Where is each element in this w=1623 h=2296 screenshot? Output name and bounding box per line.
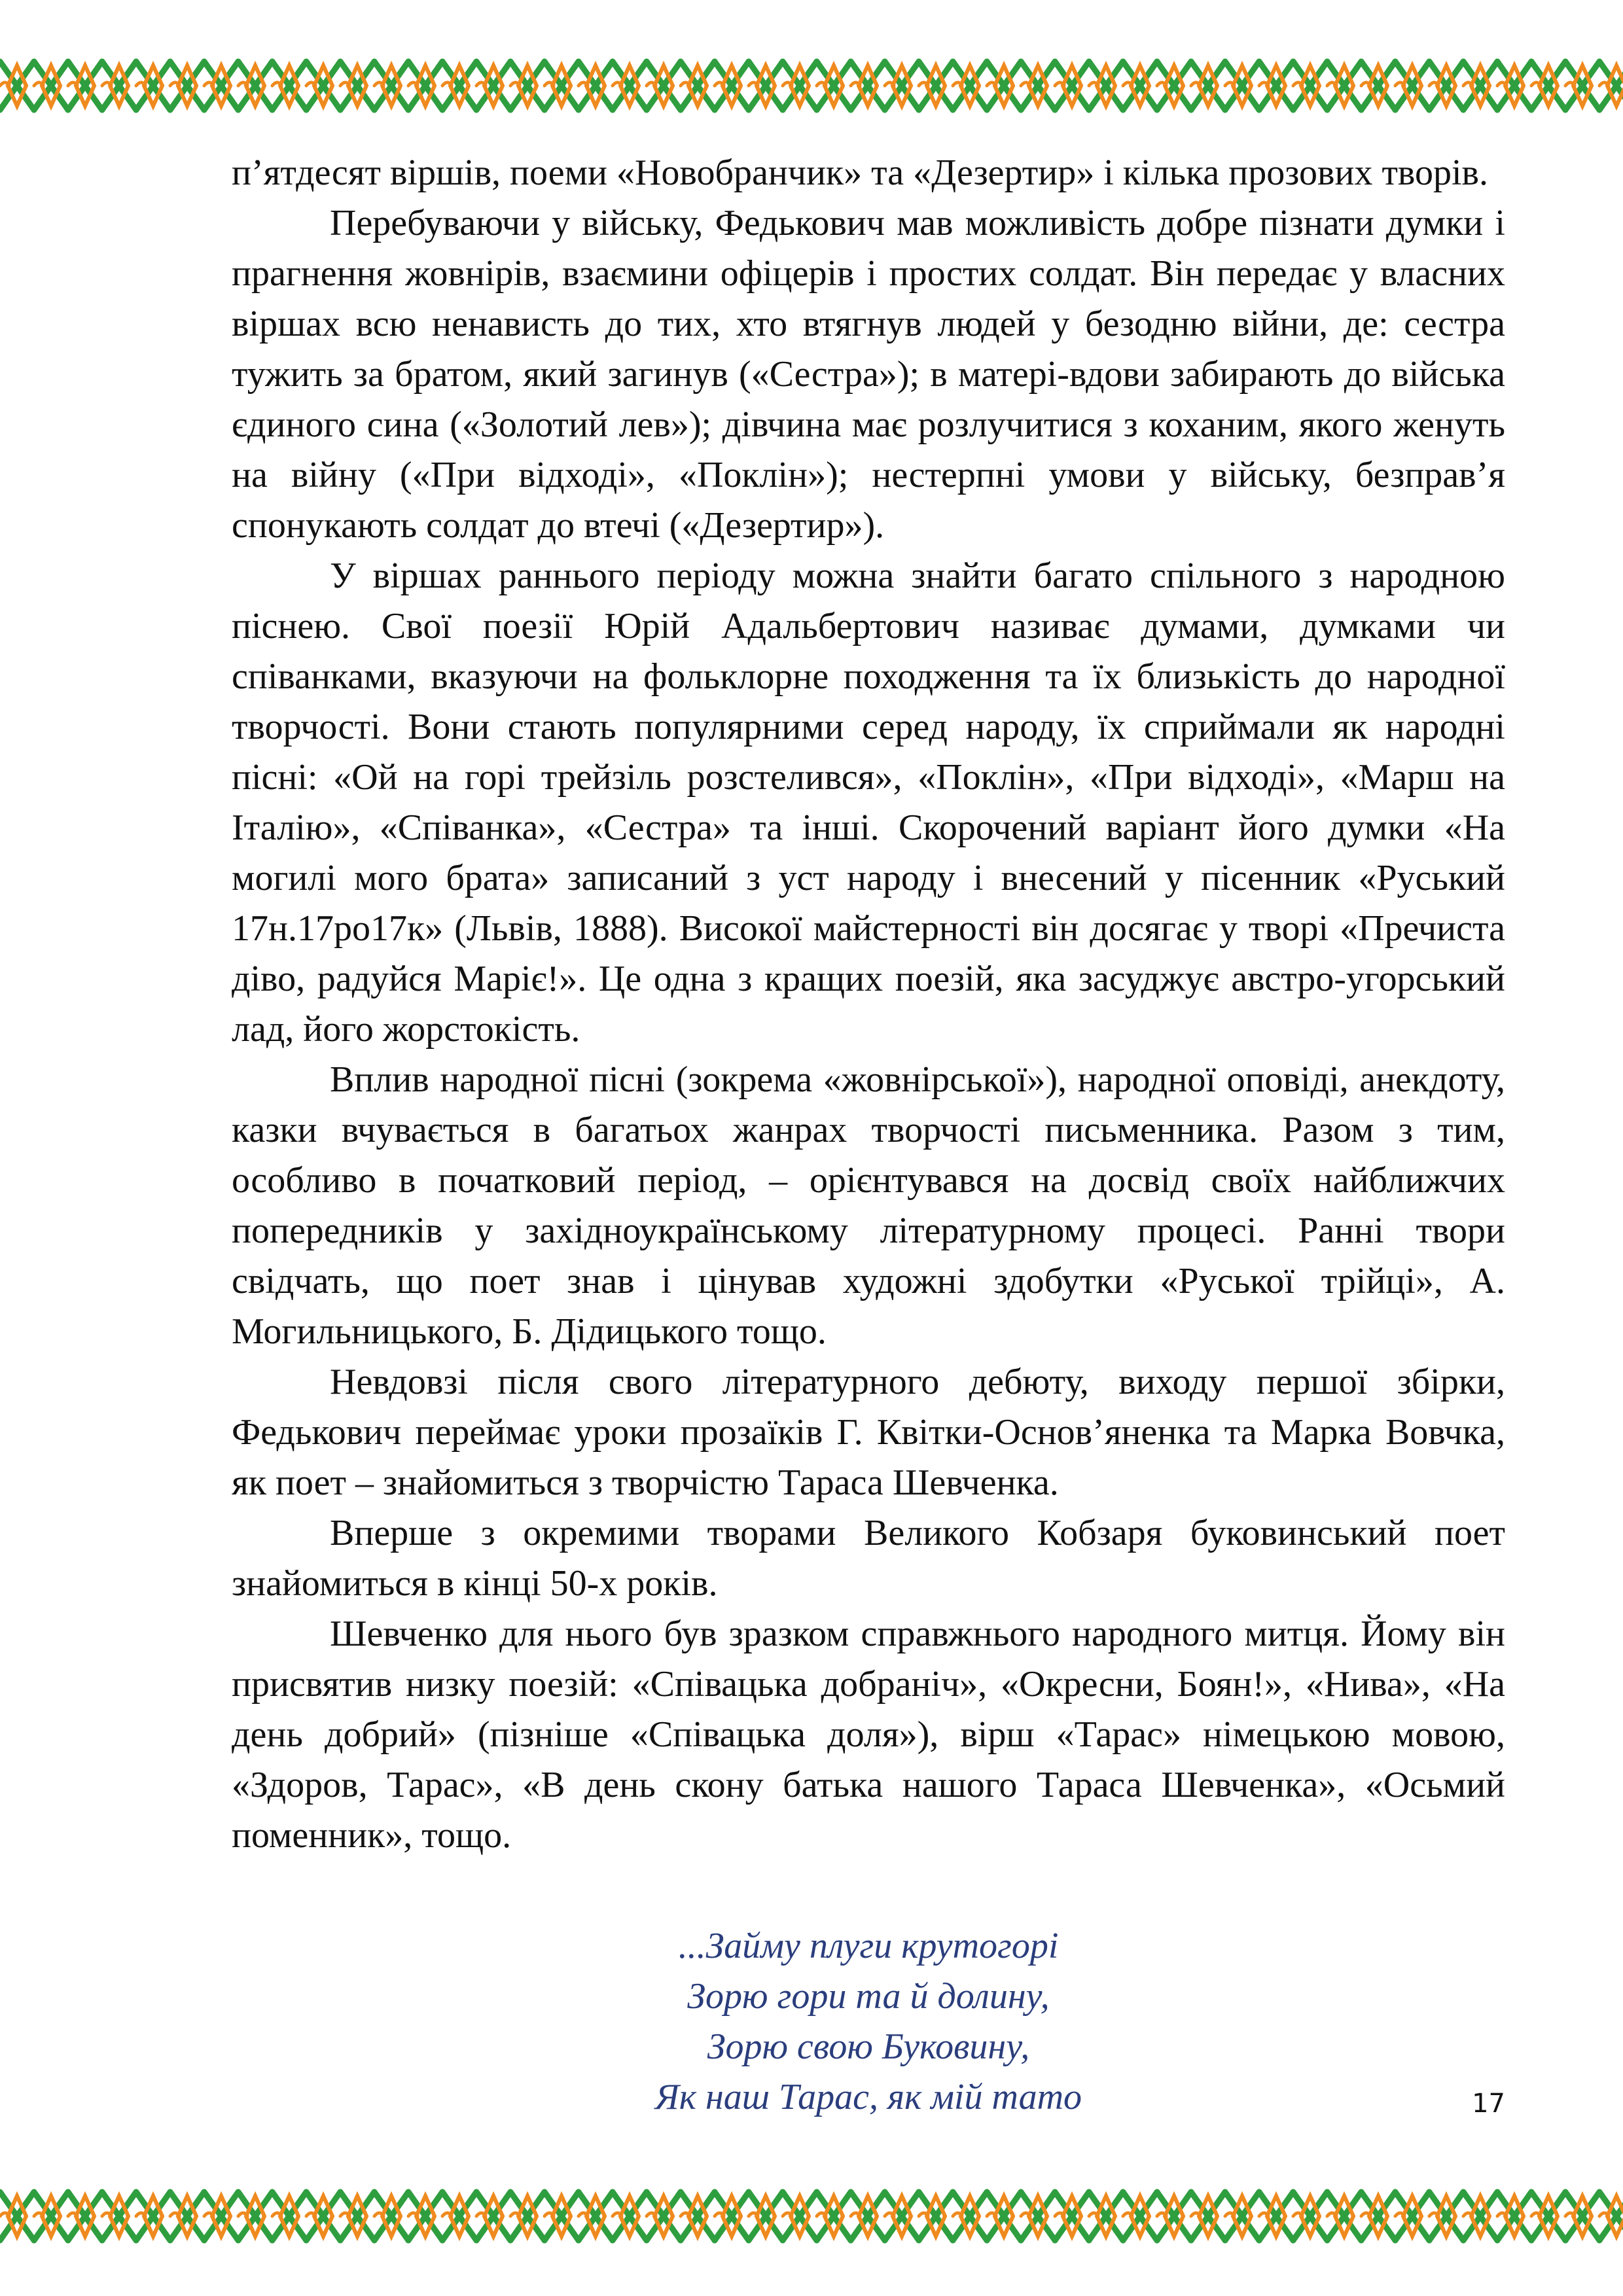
knot-tile [613,62,647,110]
knot-tile [885,2192,919,2240]
knot-tile [34,2192,68,2240]
knot-tile [544,2192,579,2240]
top-ornament-border [0,58,1623,114]
knot-tile [238,62,272,110]
knot-tile [1395,62,1429,110]
knot-tile [1055,2192,1089,2240]
knot-tile [1497,62,1531,110]
knot-tile [919,62,953,110]
knot-tile [1259,2192,1293,2240]
knot-tile [102,2192,136,2240]
knot-tile [1497,2192,1531,2240]
knot-tile [647,62,681,110]
knot-tile [340,62,374,110]
knot-tile [170,2192,204,2240]
knot-tile [1463,62,1497,110]
knot-tile [272,2192,306,2240]
knot-tile [1021,2192,1055,2240]
knot-tile [885,62,919,110]
knot-tile [306,62,340,110]
knot-tile [749,62,783,110]
knot-tile [0,2192,34,2240]
poem-line: Як наш Тарас, як мій тато [654,2077,1082,2117]
body-text [232,148,1505,1861]
knot-tile [374,62,408,110]
knot-tile [1191,62,1225,110]
knot-tile [681,62,715,110]
knot-tile [817,2192,851,2240]
paragraph: У віршах раннього періоду можна знайти багато спільного з народною піснею. Свої поезії Юрій Адальбертович називає думами, думками чи співанками, вказуючи на фольклорне походження та їх близькість до народної творчості. Вони стають популярними серед народу, їх сприймали як народні пісні: «Ой на горі трейзіль розстелився», «Поклін», «При відході», «Марш на Італію», «Співанка», «Сестра» та інші. Скорочений варіант його думки «На могилі мого брата» записаний з уст народу і внесений у пісенник «Руський 17н.17ро17к» (Львів, 1888). Високої майстерності він досягає у творі «Пречиста діво, радуйся Маріє!». Це одна з кращих поезій, яка засуджує австро-угорський лад, його жорстокість. [232,556,1505,1050]
knot-tile [1599,2192,1623,2240]
knot-tile [1157,2192,1191,2240]
knot-tile [1565,2192,1599,2240]
knot-tile [170,62,204,110]
knot-tile [1089,2192,1123,2240]
knot-tile [1429,62,1463,110]
knot-tile [715,2192,749,2240]
knot-tile [1429,2192,1463,2240]
knot-tile [1123,2192,1157,2240]
knot-tile [1293,2192,1327,2240]
bottom-ornament-border [0,2188,1623,2244]
knot-tile [102,62,136,110]
knot-tile [374,2192,408,2240]
knot-tile [1599,62,1623,110]
knot-tile [817,62,851,110]
knot-tile [510,2192,544,2240]
page-number: 17 [1472,2089,1505,2119]
paragraph: Перебуваючи у війську, Федькович мав можливість добре пізнати думки і прагнення жовнірів, взаємини офіцерів і простих солдат. Він передає у власних віршах всю ненависть до тих, хто втягнув людей у безодню війни, де: сестра тужить за братом, який загинув («Сестра»); в матері-вдови забирають до війська єдиного сина («Золотий лев»); дівчина має розлучитися з коханим, якого женуть на війну («При відході», «Поклін»); нестерпні умови у війську, безправ’я спонукають солдат до втечі («Дезертир»). [232,203,1505,546]
knot-tile [238,2192,272,2240]
knot-tile [987,2192,1021,2240]
knot-tile [1055,62,1089,110]
knot-tile [510,62,544,110]
knot-tile [1157,62,1191,110]
knot-tile [783,2192,817,2240]
knot-tile [715,62,749,110]
knot-tile [1089,62,1123,110]
knot-tile [0,62,34,110]
knot-tile [476,2192,510,2240]
knot-tile [136,2192,170,2240]
knot-tile [68,2192,102,2240]
knot-tile [1565,62,1599,110]
knot-tile [1021,62,1055,110]
knot-tile [272,62,306,110]
knot-tile [783,62,817,110]
paragraph: Невдовзі після свого літературного дебюту, виходу першої збірки, Федькович переймає уроки прозаїків Г. Квітки-Основ’яненка та Марка Вовчка, як поет – знайомиться з творчістю Тараса Шевченка. [232,1362,1505,1503]
knot-tile [1327,2192,1361,2240]
knot-tile [1327,62,1361,110]
knot-tile [919,2192,953,2240]
knot-tile [1531,62,1565,110]
paragraph: Вперше з окремими творами Великого Кобзаря буковинський поет знайомиться в кінці 50-х років. [232,1513,1505,1604]
knot-tile [987,62,1021,110]
knot-tile [613,2192,647,2240]
knot-tile [749,2192,783,2240]
knot-tile [1191,2192,1225,2240]
paragraph: Шевченко для нього був зразком справжнього народного митця. Йому він присвятив низку поезій: «Співацька добраніч», «Окресни, Боян!», «Нива», «На день добрий» (пізніше «Співацька доля»), вірш «Тарас» німецькою мовою, «Здоров, Тарас», «В день скону батька нашого Тараса Шевченка», «Осьмий поменник», тощо. [232,1614,1505,1856]
knot-tile [408,2192,442,2240]
knot-tile [1293,62,1327,110]
knot-tile [204,2192,238,2240]
knot-tile [1361,2192,1395,2240]
knot-tile [579,2192,613,2240]
knot-tile [1225,62,1259,110]
knot-tile [1123,62,1157,110]
paragraph: п’ятдесят віршів, поеми «Новобранчик» та «Дезертир» і кілька прозових творів. [232,152,1488,193]
knot-tile [442,2192,476,2240]
knot-tile [579,62,613,110]
paragraph: Вплив народної пісні (зокрема «жовнірської»), народної оповіді, анекдоту, казки вчувається в багатьох жанрах творчості письменника. Разом з тим, особливо в початковий період, – орієнтувався на досвід своїх найближчих попередників у західноукраїнському літературному процесі. Ранні твори свідчать, що поет знав і цінував художні здобутки «Руської трійці», А. Могильницького, Б. Дідицького тощо. [232,1059,1505,1352]
knot-tile [953,62,987,110]
poem-line: Зорю гори та й долину, [687,1976,1050,2017]
knot-tile [34,62,68,110]
knot-tile [851,62,885,110]
knot-tile [1463,2192,1497,2240]
poem-line: ...Займу плуги крутогорі [678,1926,1059,1966]
knot-tile [1531,2192,1565,2240]
knot-tile [136,62,170,110]
knot-tile [851,2192,885,2240]
knot-ornament-icon [0,58,1623,114]
knot-tile [340,2192,374,2240]
knot-tile [1361,62,1395,110]
knot-tile [647,2192,681,2240]
knot-tile [204,62,238,110]
knot-tile [306,2192,340,2240]
poem-quote [232,1921,1505,2123]
knot-ornament-icon [0,2188,1623,2244]
knot-tile [408,62,442,110]
knot-tile [1259,62,1293,110]
knot-tile [953,2192,987,2240]
knot-tile [681,2192,715,2240]
knot-tile [1225,2192,1259,2240]
knot-tile [1395,2192,1429,2240]
knot-tile [442,62,476,110]
poem-line: Зорю свою Буковину, [707,2026,1030,2067]
knot-tile [68,62,102,110]
knot-tile [476,62,510,110]
knot-tile [544,62,579,110]
